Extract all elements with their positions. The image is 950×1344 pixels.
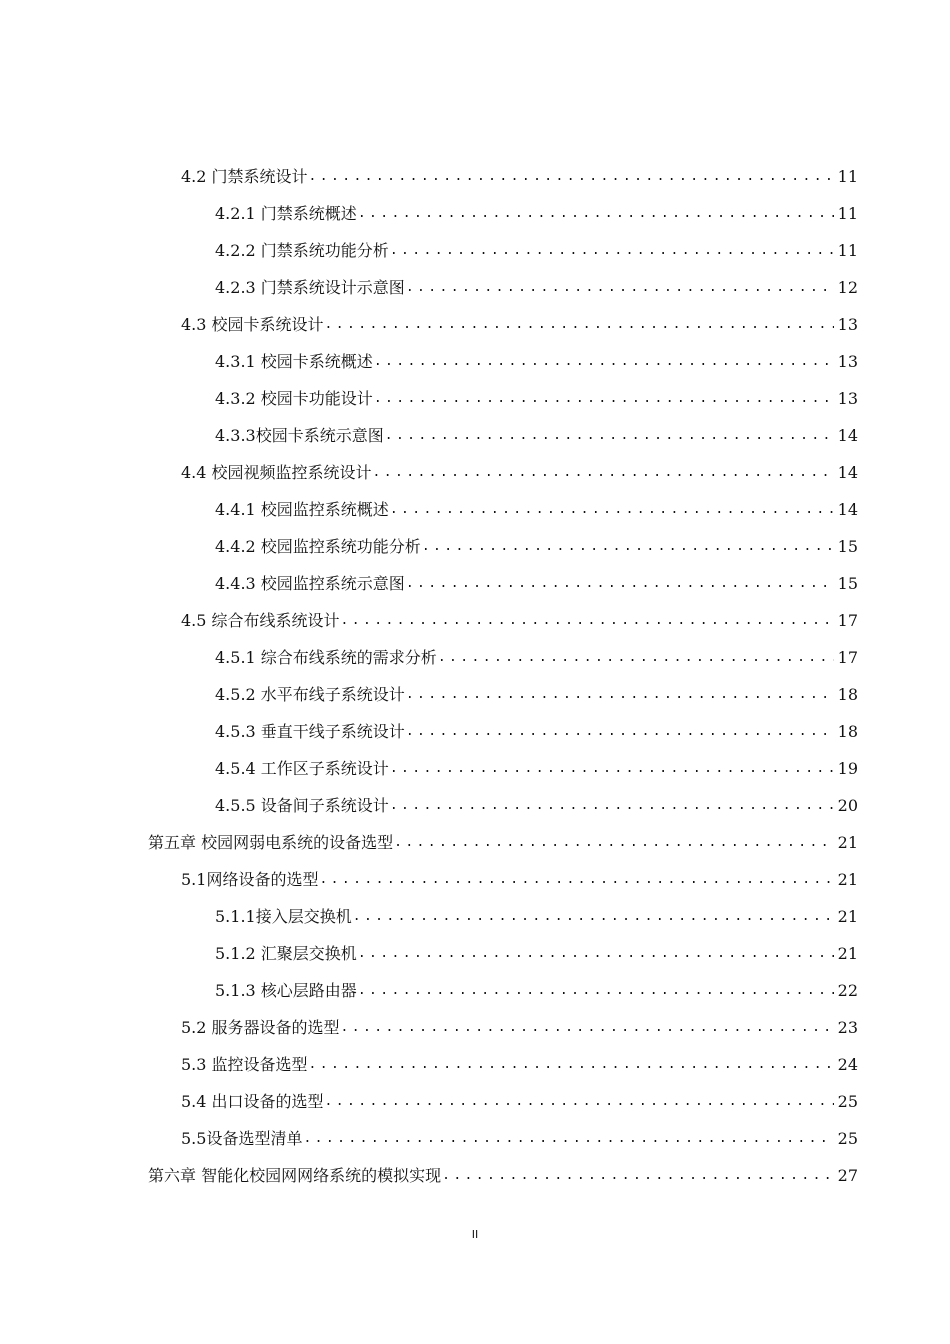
toc-entry-title: 4.4 校园视频监控系统设计 xyxy=(181,463,372,482)
toc-entry-page-number: 21 xyxy=(837,833,858,852)
toc-entry[interactable] xyxy=(0,935,950,972)
toc-dot-leader xyxy=(390,232,834,269)
toc-entry[interactable] xyxy=(0,417,950,454)
toc-entry[interactable] xyxy=(0,1083,950,1120)
toc-entry-page-number: 22 xyxy=(837,981,858,1000)
toc-entry-title: 4.3.1 校园卡系统概述 xyxy=(215,352,373,371)
toc-entry-title: 第五章 校园网弱电系统的设备选型 xyxy=(148,833,394,852)
toc-entry-page-number: 27 xyxy=(837,1166,858,1185)
toc-entry[interactable] xyxy=(0,528,950,565)
toc-entry-page-number: 15 xyxy=(837,537,858,556)
toc-dot-leader xyxy=(406,269,834,306)
toc-dot-leader xyxy=(373,454,834,491)
toc-dot-leader xyxy=(341,1009,834,1046)
toc-entry[interactable] xyxy=(0,824,950,861)
toc-entry[interactable] xyxy=(0,972,950,1009)
toc-entry-page-number: 24 xyxy=(837,1055,858,1074)
toc-entry-page-number: 18 xyxy=(837,685,858,704)
toc-entry-page-number: 20 xyxy=(837,796,858,815)
toc-dot-leader xyxy=(358,195,834,232)
toc-dot-leader xyxy=(385,417,834,454)
toc-entry[interactable] xyxy=(0,750,950,787)
toc-entry[interactable] xyxy=(0,454,950,491)
toc-entry[interactable] xyxy=(0,1009,950,1046)
toc-entry[interactable] xyxy=(0,232,950,269)
toc-entry-page-number: 12 xyxy=(837,278,858,297)
toc-entry-title: 4.5 综合布线系统设计 xyxy=(181,611,340,630)
page-number: II xyxy=(471,1228,479,1241)
toc-entry-page-number: 11 xyxy=(837,241,858,260)
toc-dot-leader xyxy=(374,380,834,417)
toc-entry[interactable] xyxy=(0,306,950,343)
toc-entry[interactable] xyxy=(0,1157,950,1194)
toc-entry-title: 5.2 服务器设备的选型 xyxy=(181,1018,340,1037)
toc-dot-leader xyxy=(303,1120,833,1157)
toc-entry-page-number: 13 xyxy=(837,315,858,334)
table-of-contents xyxy=(0,158,950,1194)
toc-entry-page-number: 13 xyxy=(837,352,858,371)
toc-dot-leader xyxy=(319,861,833,898)
toc-dot-leader xyxy=(353,898,834,935)
toc-dot-leader xyxy=(341,602,834,639)
toc-entry-list xyxy=(0,158,950,1194)
toc-entry-title: 4.4.3 校园监控系统示意图 xyxy=(215,574,405,593)
toc-dot-leader xyxy=(406,713,834,750)
toc-entry[interactable] xyxy=(0,676,950,713)
toc-entry-page-number: 25 xyxy=(837,1129,858,1148)
toc-entry-title: 4.5.3 垂直干线子系统设计 xyxy=(215,722,405,741)
toc-entry-title: 5.1.3 核心层路由器 xyxy=(215,981,357,1000)
toc-entry[interactable] xyxy=(0,195,950,232)
toc-entry-title: 4.3 校园卡系统设计 xyxy=(181,315,324,334)
toc-entry[interactable] xyxy=(0,1120,950,1157)
toc-dot-leader xyxy=(325,306,834,343)
toc-entry[interactable] xyxy=(0,343,950,380)
toc-entry[interactable] xyxy=(0,639,950,676)
toc-dot-leader xyxy=(422,528,834,565)
toc-dot-leader xyxy=(406,676,834,713)
toc-entry-page-number: 14 xyxy=(837,500,858,519)
toc-entry-page-number: 19 xyxy=(837,759,858,778)
toc-entry-page-number: 18 xyxy=(837,722,858,741)
toc-entry[interactable] xyxy=(0,565,950,602)
toc-entry-page-number: 11 xyxy=(837,167,858,186)
toc-entry-title: 4.4.1 校园监控系统概述 xyxy=(215,500,389,519)
toc-entry-page-number: 23 xyxy=(837,1018,858,1037)
toc-entry-title: 5.3 监控设备选型 xyxy=(181,1055,308,1074)
toc-dot-leader xyxy=(442,1157,834,1194)
toc-entry-page-number: 14 xyxy=(837,463,858,482)
toc-entry[interactable] xyxy=(0,898,950,935)
toc-entry-title: 4.3.2 校园卡功能设计 xyxy=(215,389,373,408)
toc-entry[interactable] xyxy=(0,380,950,417)
toc-entry[interactable] xyxy=(0,158,950,195)
toc-entry[interactable] xyxy=(0,491,950,528)
toc-entry-page-number: 21 xyxy=(837,870,858,889)
toc-entry[interactable] xyxy=(0,1046,950,1083)
toc-entry[interactable] xyxy=(0,269,950,306)
toc-dot-leader xyxy=(438,639,834,676)
toc-dot-leader xyxy=(309,1046,834,1083)
toc-entry-title: 第六章 智能化校园网网络系统的模拟实现 xyxy=(148,1166,442,1185)
toc-entry-title: 4.5.2 水平布线子系统设计 xyxy=(215,685,405,704)
toc-entry-title: 5.4 出口设备的选型 xyxy=(181,1092,324,1111)
toc-entry[interactable] xyxy=(0,787,950,824)
toc-entry-title: 4.5.4 工作区子系统设计 xyxy=(215,759,389,778)
toc-entry-title: 5.5设备选型清单 xyxy=(181,1129,303,1148)
toc-entry-title: 4.2.2 门禁系统功能分析 xyxy=(215,241,389,260)
toc-dot-leader xyxy=(390,491,834,528)
toc-entry-title: 4.3.3校园卡系统示意图 xyxy=(215,426,384,445)
toc-dot-leader xyxy=(374,343,834,380)
toc-entry-page-number: 21 xyxy=(837,907,858,926)
toc-dot-leader xyxy=(394,824,834,861)
toc-entry-title: 4.5.1 综合布线系统的需求分析 xyxy=(215,648,437,667)
toc-entry[interactable] xyxy=(0,861,950,898)
toc-dot-leader xyxy=(358,972,834,1009)
toc-dot-leader xyxy=(309,158,834,195)
toc-entry-title: 4.5.5 设备间子系统设计 xyxy=(215,796,389,815)
toc-entry-title: 5.1网络设备的选型 xyxy=(181,870,319,889)
toc-entry-page-number: 21 xyxy=(837,944,858,963)
toc-entry-page-number: 17 xyxy=(837,611,858,630)
toc-entry-page-number: 25 xyxy=(837,1092,858,1111)
toc-dot-leader xyxy=(390,750,834,787)
toc-dot-leader xyxy=(406,565,834,602)
toc-entry-title: 5.1.1接入层交换机 xyxy=(215,907,352,926)
toc-entry-title: 4.2.3 门禁系统设计示意图 xyxy=(215,278,405,297)
toc-dot-leader xyxy=(325,1083,834,1120)
toc-dot-leader xyxy=(358,935,834,972)
toc-entry-title: 4.2 门禁系统设计 xyxy=(181,167,308,186)
toc-entry-page-number: 15 xyxy=(837,574,858,593)
toc-entry-page-number: 11 xyxy=(837,204,858,223)
toc-entry-title: 4.2.1 门禁系统概述 xyxy=(215,204,357,223)
toc-dot-leader xyxy=(390,787,834,824)
toc-entry-page-number: 14 xyxy=(837,426,858,445)
toc-entry[interactable] xyxy=(0,713,950,750)
toc-entry[interactable] xyxy=(0,602,950,639)
toc-entry-title: 4.4.2 校园监控系统功能分析 xyxy=(215,537,421,556)
toc-entry-page-number: 17 xyxy=(837,648,858,667)
toc-entry-page-number: 13 xyxy=(837,389,858,408)
toc-entry-title: 5.1.2 汇聚层交换机 xyxy=(215,944,357,963)
